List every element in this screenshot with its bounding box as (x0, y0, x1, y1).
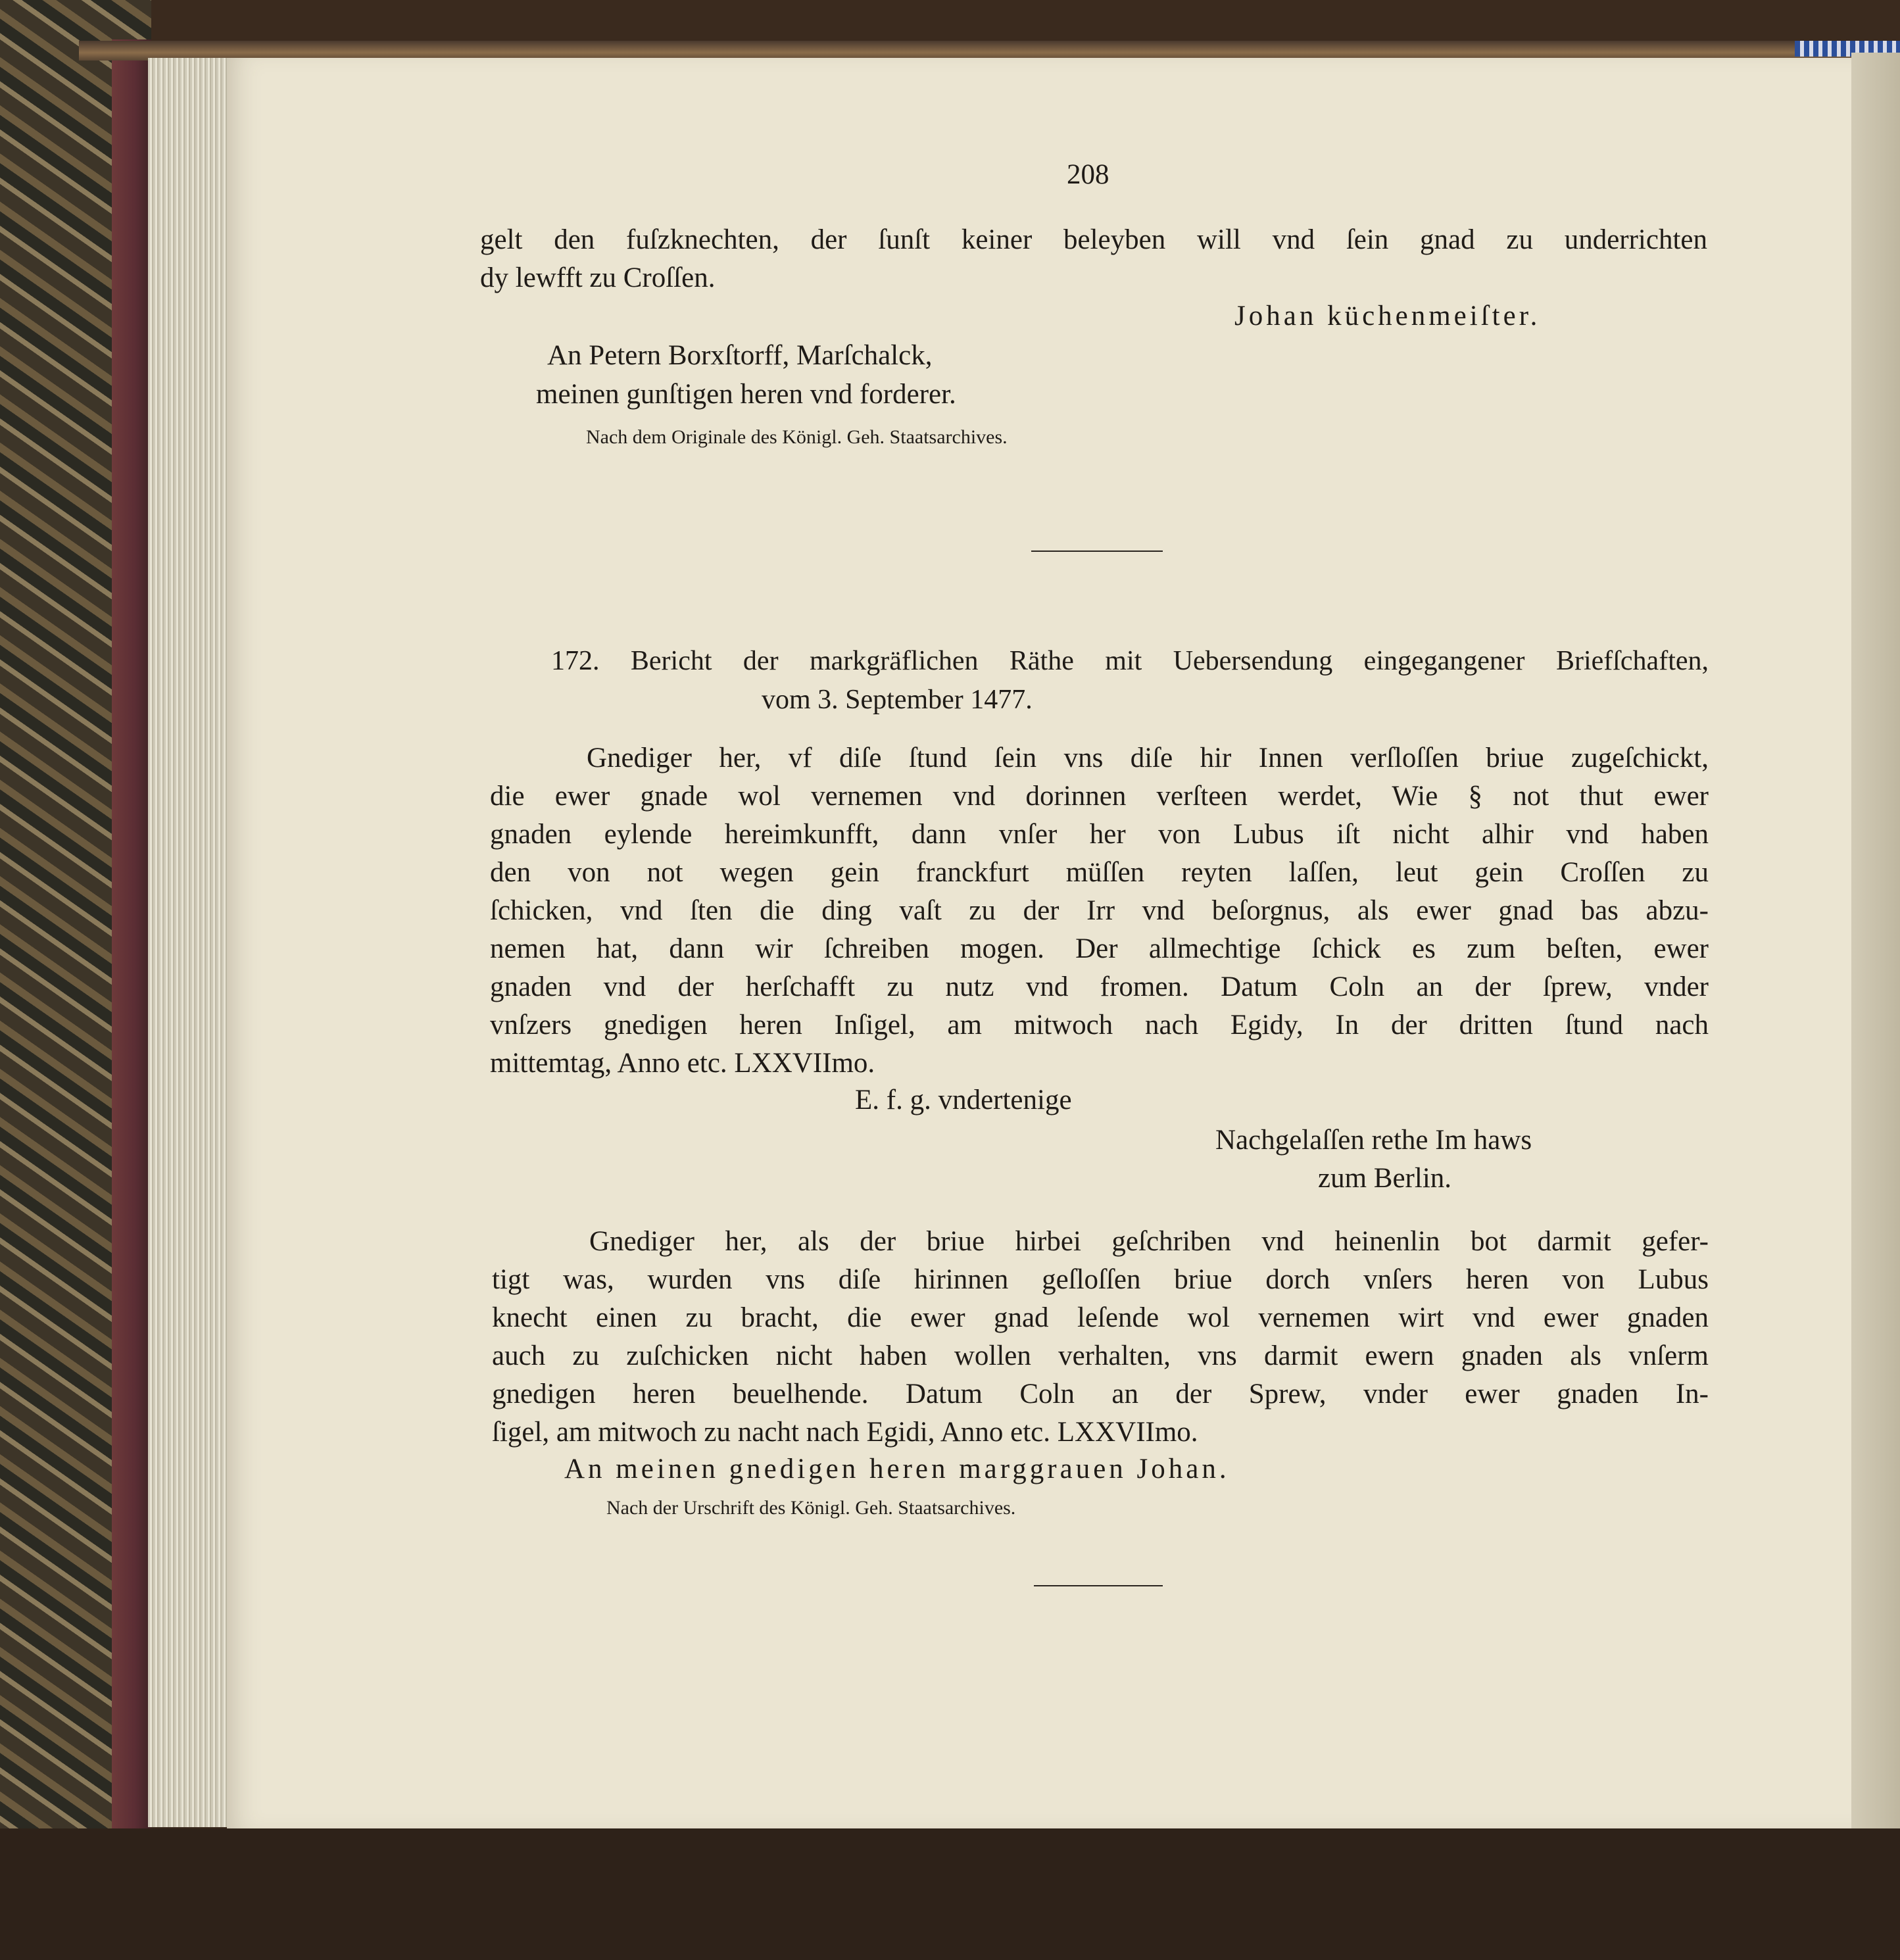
letter-172-signers-1: Nachgelaſſen rethe Im haws (1215, 1125, 1532, 1156)
letter-171-address-1: An Petern Borxſtorff, Marſchalck, (547, 340, 933, 371)
section-divider-bottom (1034, 1585, 1163, 1586)
page-stack-edges (148, 58, 230, 1827)
letter-172-body2-line-5: gnedigen heren beuelhende. Datum Coln an der Sprew, vnder ewer gnaden In- (492, 1379, 1709, 1409)
page-number: 208 (1067, 159, 1109, 190)
letter-172-body1-line-1: Gnediger her, vf diſe ſtund ſein vns diſe hir Innen verſloſſen briue zugeſchickt, (587, 743, 1709, 773)
letter-172-body1-line-5: ſchicken, vnd ſten die ding vaſt zu der Irr vnd beſorgnus, als ewer gnad bas abzu- (490, 895, 1709, 926)
background-surface (0, 1828, 1900, 1960)
letter-171-address-2: meinen gunſtigen heren vnd forderer. (536, 379, 956, 410)
facing-page-edge (1851, 53, 1900, 1842)
letter-172-body1-line-3: gnaden eylende hereimkunfft, dann vnſer her von Lubus iſt nicht alhir vnd haben (490, 819, 1709, 850)
letter-172-closing: E. f. g. vndertenige (855, 1085, 1072, 1115)
letter-171-signature: Johan küchenmeiſter. (1234, 301, 1541, 331)
letter-172-source-note: Nach der Urschrift des Königl. Geh. Staatsarchives. (606, 1497, 1016, 1519)
letter-172-heading-2: vom 3. September 1477. (762, 685, 1033, 715)
letter-172-body2-line-1: Gnediger her, als der briue hirbei geſchriben vnd heinenlin bot darmit gefer- (589, 1226, 1709, 1257)
letter-172-signers-2: zum Berlin. (1318, 1163, 1452, 1194)
letter-172-body1-line-2: die ewer gnade wol vernemen vnd dorinnen verſteen werdet, Wie § not thut ewer (490, 781, 1709, 812)
letter-171-source-note: Nach dem Originale des Königl. Geh. Staatsarchives. (586, 426, 1008, 448)
letter-172-body1-line-9: mittemtag, Anno etc. LXXVIImo. (490, 1048, 875, 1079)
letter-171-line-1: gelt den fuſzknechten, der ſunſt keiner beleyben will vnd ſein gnad zu underrichten (480, 224, 1707, 255)
letter-172-body1-line-7: gnaden vnd der herſchafft zu nutz vnd fromen. Datum Coln an der ſprew, vnder (490, 971, 1709, 1002)
letter-172-body1-line-8: vnſzers gnedigen heren Inſigel, am mitwoch nach Egidy, In der dritten ſtund nach (490, 1010, 1709, 1041)
letter-172-body2-line-2: tigt was, wurden vns diſe hirinnen geſloſſen briue dorch vnſers heren von Lubus (492, 1264, 1709, 1295)
letter-172-heading-1: 172. Bericht der markgräflichen Räthe mit Uebersendung eingegangener Briefſchaften, (551, 646, 1709, 676)
letter-172-body2-line-6: ſigel, am mitwoch zu nacht nach Egidi, Anno etc. LXXVIImo. (492, 1417, 1198, 1448)
leather-spine-edge (112, 39, 151, 1828)
letter-172-body1-line-4: den von not wegen gein franckfurt müſſen reyten laſſen, leut gein Croſſen zu (490, 857, 1709, 888)
letter-171-line-2: dy lewfft zu Croſſen. (480, 262, 716, 293)
section-divider (1031, 551, 1163, 552)
letter-172-address: An meinen gnedigen heren marggrauen Johan. (564, 1454, 1230, 1484)
letter-172-body2-line-3: knecht einen zu bracht, die ewer gnad leſende wol vernemen wirt vnd ewer gnaden (492, 1302, 1709, 1333)
letter-172-body1-line-6: nemen hat, dann wir ſchreiben mogen. Der allmechtige ſchick es zum beſten, ewer (490, 933, 1709, 964)
letter-172-body2-line-4: auch zu zuſchicken nicht haben wollen verhalten, vns darmit ewern gnaden als vnſerm (492, 1340, 1709, 1371)
